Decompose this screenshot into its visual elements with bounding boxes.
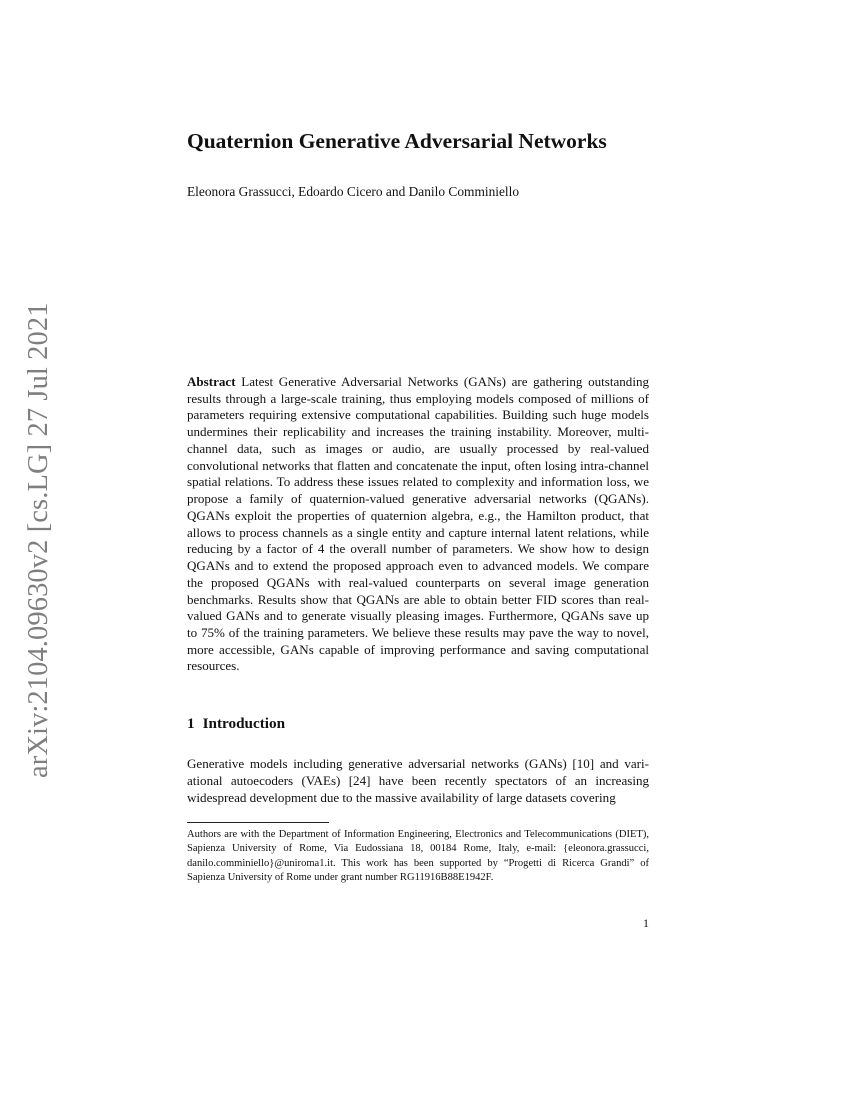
abstract-label: Abstract <box>187 374 236 389</box>
footnote-author-affiliation: Authors are with the Department of Information Engineering, Electronics and Telecommunications (DIET), Sapienza University of Rome, Via Eudossiana 18, 00184 Rome, Italy, e-mail: {eleonora.grassucci, danilo.comminiello}@uniroma1.it. This work has been supported by “Progetti di Ricerca Grandi” of Sapienza University of Rome under grant number RG11916B88E1942F. <box>187 829 649 883</box>
arxiv-identifier-stamp <box>18 300 60 778</box>
author-list: Eleonora Grassucci, Edoardo Cicero and Danilo Comminiello <box>187 184 520 199</box>
page-number: 1 <box>643 916 649 930</box>
abstract-paragraph <box>187 374 649 675</box>
footnote-divider <box>187 822 329 823</box>
abstract-text: Latest Generative Adversarial Networks (GANs) are gathering outstanding results through a large-scale training, thus employing models composed of millions of parameters requiring extensive computational capabilities. Building such huge models undermines their replicability and increases the training instability. Moreover, multi-channel data, such as images or audio, are usually processed by real-valued convolutional networks that flatten and concatenate the input, often losing intra-channel spatial relations. To address these issues related to complexity and information loss, we propose a family of quaternion-valued generative adversarial networks (QGANs). QGANs exploit the properties of quaternion algebra, e.g., the Hamilton product, that allows to process channels as a single entity and capture internal latent relations, while reducing by a factor of 4 the overall number of parameters. We show how to design QGANs and to extend the proposed approach even to advanced models. We compare the proposed QGANs with real-valued counterparts on several image generation benchmarks. Results show that QGANs are able to obtain better FID scores than real-valued GANs and to generate visually pleasing images. Furthermore, QGANs save up to 75% of the training parameters. We believe these results may pave the way to novel, more accessible, GANs capable of improving performance and saving computational resources. <box>187 374 649 674</box>
section-title: Introduction <box>202 715 286 732</box>
introduction-paragraph: Generative models including generative adversarial networks (GANs) [10] and variational autoecoders (VAEs) [24] have been recently spectators of an increasing widespread development due to the massive availability of large datasets covering <box>187 756 649 806</box>
section-number: 1 <box>187 715 195 732</box>
section-heading-introduction <box>187 713 285 735</box>
paper-title: Quaternion Generative Adversarial Networks <box>187 129 607 153</box>
arxiv-identifier-text: arXiv:2104.09630v2 [cs.LG] 27 Jul 2021 <box>23 302 54 778</box>
